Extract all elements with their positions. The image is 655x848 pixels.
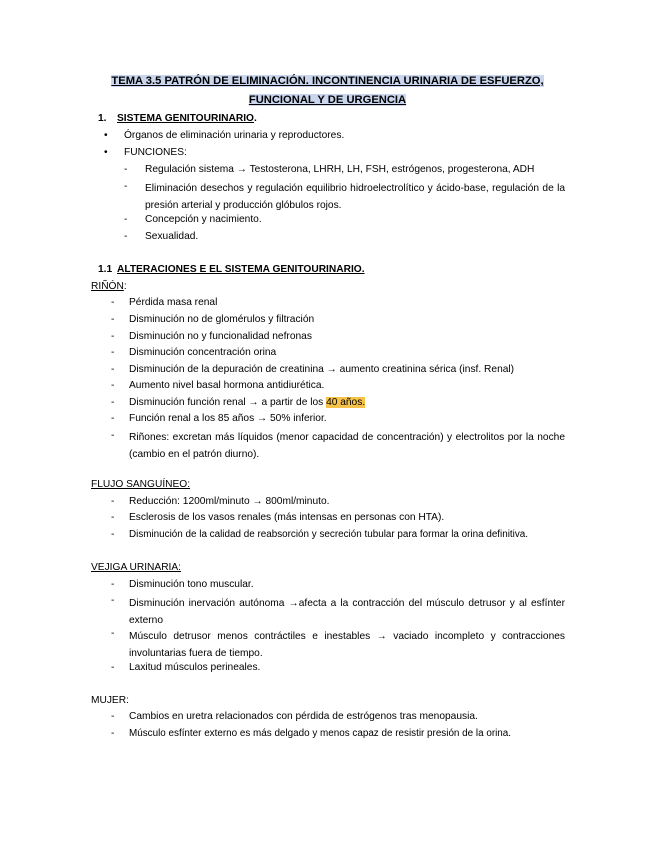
- vejiga-item: Disminución inervación autónoma →afecta a la contracción del músculo detrusor y al esfínter externo: [129, 598, 565, 626]
- vejiga-item: Músculo detrusor menos contráctiles e inestables → vaciado incompleto y contracciones involuntarias fuera de tiempo.: [129, 631, 565, 659]
- section-1-1-heading: ALTERACIONES E EL SISTEMA GENITOURINARIO.: [117, 264, 365, 275]
- mujer-item: Cambios en uretra relacionados con pérdida de estrógenos tras menopausia.: [129, 711, 478, 722]
- dash-marker: -: [111, 662, 115, 673]
- bullet-item: Órganos de eliminación urinaria y reproductores.: [124, 130, 345, 141]
- rinon-item: Pérdida masa renal: [129, 297, 218, 308]
- dash-marker: -: [111, 380, 115, 391]
- flujo-item: Reducción: 1200ml/minuto → 800ml/minuto.: [129, 496, 330, 507]
- dash-marker: -: [124, 181, 128, 192]
- dash-marker: -: [111, 496, 115, 507]
- rinon-item: Disminución de la depuración de creatinina → aumento creatinina sérica (insf. Renal): [129, 364, 515, 375]
- dash-marker: -: [111, 397, 115, 408]
- function-item: Concepción y nacimiento.: [145, 214, 262, 225]
- vejiga-heading: VEJIGA URINARIA:: [91, 562, 182, 573]
- document-title-line-1: TEMA 3.5 PATRÓN DE ELIMINACIÓN. INCONTINENCIA URINARIA DE ESFUERZO,: [111, 75, 544, 87]
- flujo-item: Disminución de la calidad de reabsorción y secreción tubular para formar la orina definitiva.: [129, 529, 529, 540]
- dash-marker: -: [111, 430, 115, 441]
- dash-marker: -: [111, 331, 115, 342]
- bullet-item: FUNCIONES:: [124, 147, 187, 158]
- bullet-icon: •: [104, 130, 108, 141]
- mujer-item: Músculo esfínter externo es más delgado y menos capaz de resistir presión de la orina.: [129, 728, 512, 739]
- bullet-icon: •: [104, 147, 108, 158]
- rinon-item: Riñones: excretan más líquidos (menor capacidad de concentración) y electrolitos por la noche (cambio en el patrón diurno).: [129, 432, 565, 460]
- dash-marker: -: [124, 164, 128, 175]
- dash-marker: -: [111, 529, 115, 540]
- mujer-heading: MUJER:: [91, 695, 129, 706]
- dash-marker: -: [111, 628, 115, 639]
- dash-marker: -: [124, 231, 128, 242]
- dash-marker: -: [111, 314, 115, 325]
- flujo-item: Esclerosis de los vasos renales (más intensas en personas con HTA).: [129, 512, 445, 523]
- vejiga-item: Laxitud músculos perineales.: [129, 662, 261, 673]
- rinon-item: Disminución no y funcionalidad nefronas: [129, 331, 312, 342]
- section-1-number: 1.: [98, 113, 107, 124]
- dash-marker: -: [111, 512, 115, 523]
- dash-marker: -: [111, 364, 115, 375]
- function-item: Sexualidad.: [145, 231, 199, 242]
- dash-marker: -: [111, 347, 115, 358]
- rinon-heading: RIÑÓN:: [91, 281, 127, 292]
- flujo-heading: FLUJO SANGUÍNEO:: [91, 479, 191, 490]
- document-title-line-2: FUNCIONAL Y DE URGENCIA: [248, 94, 407, 106]
- dash-marker: -: [111, 297, 115, 308]
- dash-marker: -: [111, 579, 115, 590]
- dash-marker: -: [124, 214, 128, 225]
- rinon-item: Función renal a los 85 años → 50% inferior.: [129, 413, 327, 424]
- dash-marker: -: [111, 711, 115, 722]
- section-1-1-number: 1.1: [98, 264, 113, 275]
- dash-marker: -: [111, 595, 115, 606]
- dash-marker: -: [111, 413, 115, 424]
- section-1-heading: SISTEMA GENITOURINARIO.: [117, 113, 257, 124]
- dash-marker: -: [111, 728, 115, 739]
- vejiga-item: Disminución tono muscular.: [129, 579, 254, 590]
- rinon-item: Disminución concentración orina: [129, 347, 277, 358]
- function-item: Regulación sistema → Testosterona, LHRH, LH, FSH, estrógenos, progesterona, ADH: [145, 164, 535, 175]
- rinon-item: Aumento nivel basal hormona antidiurética.: [129, 380, 325, 391]
- highlight-40-anos: 40 años.: [326, 397, 366, 408]
- rinon-item: Disminución función renal → a partir de los 40 años.: [129, 397, 366, 408]
- function-item: Eliminación desechos y regulación equilibrio hidroelectrolítico y ácido-base, regulación de la presión arterial y producción glóbulos rojos.: [145, 183, 565, 211]
- rinon-item: Disminución no de glomérulos y filtración: [129, 314, 315, 325]
